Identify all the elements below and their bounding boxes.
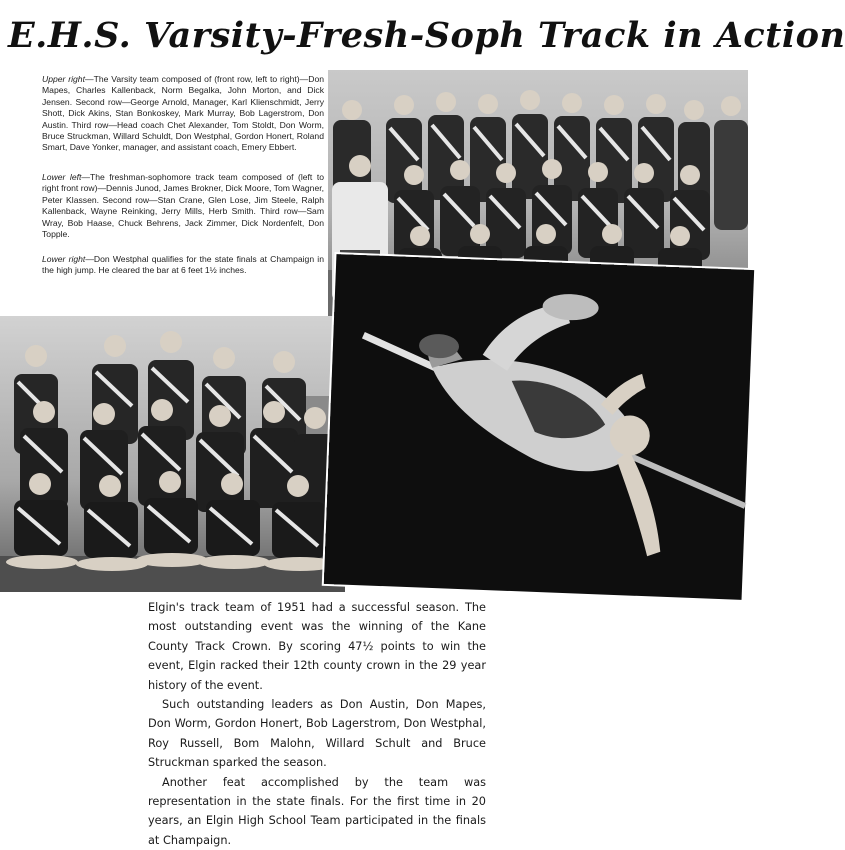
article-paragraph: Such outstanding leaders as Don Austin, Don Mapes, Don Worm, Gordon Honert, Bob Lagerstrom, Don Westphal, Roy Russell, Bom Malohn, Willard Schult and Bruce Struckman sparked the season. xyxy=(148,698,486,770)
caption-text: —The Varsity team composed of (front row, left to right)—Don Mapes, Charles Kallenback, Norm Begalka, John Morton, and Dick Jensen. Second row—George Arnold, Manager, Karl Klienschmidt, Jerry Shott, Dick Akins, Stan Bonkoskey, Mark Murray, Bob Lagerstrom, Don Austin. Third row—Head coach Chet Alexander, Tom Stoldt, Don Worm, Bruce Struckman, Willard Schuldt, Don Westphal, Gordon Honert, Roland Smart, Dave Yonker, manager, and assistant coach, Emery Ebbert. xyxy=(42,74,325,153)
caption-lower-left xyxy=(42,172,324,240)
caption-upper-right xyxy=(42,74,324,154)
article-paragraph: Another feat accomplished by the team was representation in the state finals. For the first time in 20 years, an Elgin High School Team participated in the finals at Champaign. xyxy=(148,775,486,847)
caption-label: Upper right xyxy=(42,74,85,84)
caption-text: —Don Westphal qualifies for the state finals at Champaign in the high jump. He cleared the bar at 6 feet 1½ inches. xyxy=(42,254,324,276)
caption-lower-right xyxy=(42,254,324,277)
article-paragraph: Elgin's track team of 1951 had a successful season. The most outstanding event was the winning of the Kane County Track Crown. By scoring 47½ points to win the event, Elgin racked their 12th county crown in the 29 year history of the event. xyxy=(148,601,486,692)
article-body xyxy=(148,598,486,850)
page-title: E.H.S. Varsity-Fresh-Soph Track in Action xyxy=(8,15,845,56)
fresh-soph-team-photo xyxy=(0,316,345,592)
high-jump-image xyxy=(324,254,754,600)
fresh-soph-team-image xyxy=(0,316,345,592)
caption-label: Lower left xyxy=(42,172,82,182)
caption-text: —The freshman-sophomore track team composed of (left to right front row)—Dennis Junod, James Brokner, Dick Moore, Tom Wagner, Peter Klassen. Second row—Stan Crane, Glen Lose, Jim Steele, Ralph Kallenback, Wayne Reinking, Jerry Mills, Herb Smith. Third row—Sam Wray, Bob Haase, Chuck Behrens, Jack Zimmer, Dick Nordenfelt, Don Topple. xyxy=(42,172,324,240)
caption-label: Lower right xyxy=(42,254,86,264)
high-jump-photo xyxy=(324,254,754,600)
